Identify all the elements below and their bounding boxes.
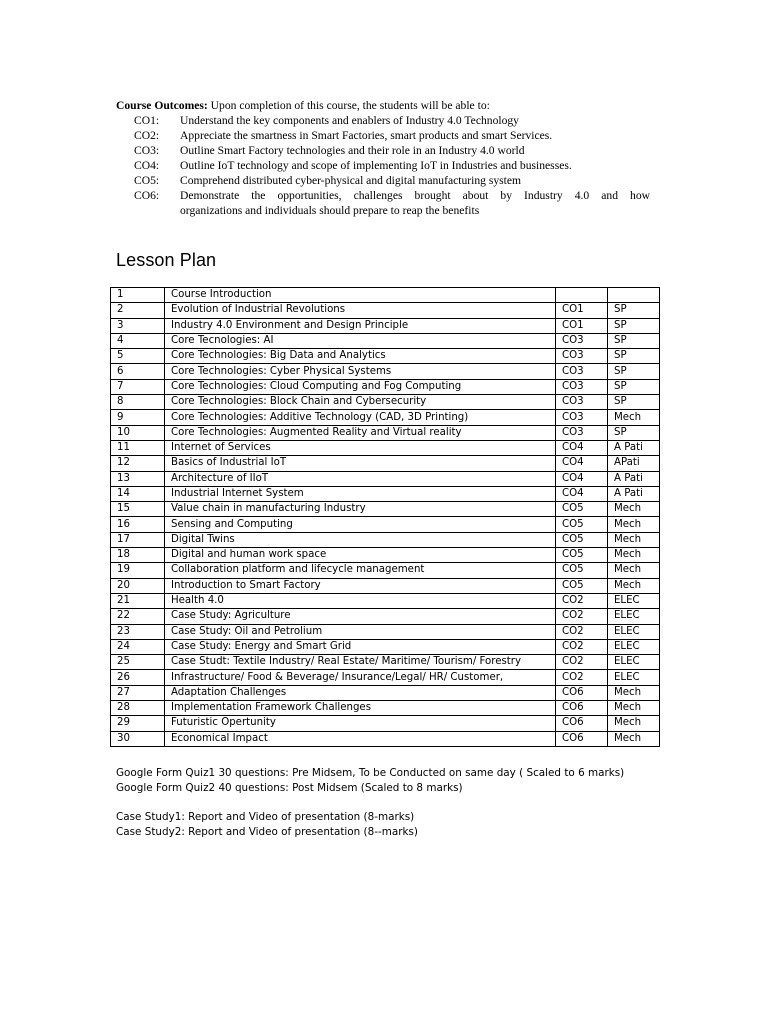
lesson-topic: Value chain in manufacturing Industry xyxy=(165,502,556,517)
lesson-co: CO5 xyxy=(556,532,608,547)
lesson-co: CO5 xyxy=(556,517,608,532)
lesson-faculty: Mech xyxy=(608,517,660,532)
lesson-plan-table xyxy=(110,287,660,747)
lesson-topic: Core Technologies: Block Chain and Cybersecurity xyxy=(165,395,556,410)
co-code: CO5: xyxy=(134,174,160,187)
lesson-topic: Implementation Framework Challenges xyxy=(165,701,556,716)
lesson-number: 3 xyxy=(111,318,165,333)
lesson-co: CO3 xyxy=(556,410,608,425)
lesson-co: CO6 xyxy=(556,701,608,716)
lesson-co: CO2 xyxy=(556,639,608,654)
lesson-co: CO3 xyxy=(556,379,608,394)
co-text: Understand the key components and enablers of Industry 4.0 Technology xyxy=(180,114,519,127)
lesson-topic: Course Introduction xyxy=(165,288,556,303)
table-row xyxy=(111,349,660,364)
lesson-topic: Collaboration platform and lifecycle management xyxy=(165,563,556,578)
lesson-faculty: A Pati xyxy=(608,486,660,501)
lesson-faculty: SP xyxy=(608,425,660,440)
table-row xyxy=(111,288,660,303)
co-text: Outline IoT technology and scope of implementing IoT in Industries and businesses. xyxy=(180,159,572,172)
lesson-co: CO4 xyxy=(556,440,608,455)
lesson-faculty: SP xyxy=(608,349,660,364)
lesson-topic: Case Study: Agriculture xyxy=(165,609,556,624)
lesson-faculty: Mech xyxy=(608,701,660,716)
co-code: CO6: xyxy=(134,189,160,202)
lesson-faculty: Mech xyxy=(608,532,660,547)
lesson-co: CO5 xyxy=(556,563,608,578)
table-row xyxy=(111,532,660,547)
lesson-topic: Architecture of IIoT xyxy=(165,471,556,486)
table-row xyxy=(111,364,660,379)
lesson-topic: Core Technologies: Cloud Computing and Fog Computing xyxy=(165,379,556,394)
course-outcomes xyxy=(116,98,650,218)
lesson-faculty: SP xyxy=(608,318,660,333)
lesson-topic: Sensing and Computing xyxy=(165,517,556,532)
table-row xyxy=(111,563,660,578)
lesson-faculty: ELEC xyxy=(608,624,660,639)
lesson-number: 11 xyxy=(111,440,165,455)
lesson-co: CO4 xyxy=(556,471,608,486)
lesson-number: 10 xyxy=(111,425,165,440)
lesson-number: 22 xyxy=(111,609,165,624)
course-outcomes-heading: Course Outcomes: xyxy=(116,99,208,112)
lesson-faculty: ELEC xyxy=(608,593,660,608)
table-row xyxy=(111,609,660,624)
lesson-faculty: Mech xyxy=(608,716,660,731)
lesson-topic: Health 4.0 xyxy=(165,593,556,608)
lesson-number: 12 xyxy=(111,456,165,471)
co-text: Outline Smart Factory technologies and their role in an Industry 4.0 world xyxy=(180,144,525,157)
table-row xyxy=(111,486,660,501)
lesson-co: CO4 xyxy=(556,456,608,471)
lesson-co: CO5 xyxy=(556,578,608,593)
lesson-faculty: SP xyxy=(608,333,660,348)
lesson-faculty: ELEC xyxy=(608,655,660,670)
lesson-faculty: ELEC xyxy=(608,670,660,685)
lesson-topic: Digital and human work space xyxy=(165,548,556,563)
table-row xyxy=(111,517,660,532)
co-text: Appreciate the smartness in Smart Factories, smart products and smart Services. xyxy=(180,129,553,142)
quiz2-note: Google Form Quiz2 40 questions: Post Midsem (Scaled to 8 marks) xyxy=(116,782,463,794)
table-row xyxy=(111,456,660,471)
lesson-number: 8 xyxy=(111,395,165,410)
table-row xyxy=(111,731,660,746)
co-text-continuation: organizations and individuals should prepare to reap the benefits xyxy=(180,204,480,217)
lesson-number: 19 xyxy=(111,563,165,578)
lesson-co: CO3 xyxy=(556,333,608,348)
lesson-number: 15 xyxy=(111,502,165,517)
lesson-topic: Futuristic Opertunity xyxy=(165,716,556,731)
table-row xyxy=(111,548,660,563)
lesson-faculty: Mech xyxy=(608,502,660,517)
table-row xyxy=(111,410,660,425)
lesson-faculty: Mech xyxy=(608,685,660,700)
table-row xyxy=(111,655,660,670)
lesson-faculty: SP xyxy=(608,395,660,410)
co-code: CO2: xyxy=(134,129,160,142)
lesson-number: 26 xyxy=(111,670,165,685)
co-code: CO3: xyxy=(134,144,160,157)
lesson-co: CO6 xyxy=(556,731,608,746)
notes-spacer xyxy=(116,796,624,810)
lesson-topic: Core Technologies: Cyber Physical Systems xyxy=(165,364,556,379)
lesson-topic: Case Study: Oil and Petrolium xyxy=(165,624,556,639)
lesson-faculty: APati xyxy=(608,456,660,471)
lesson-faculty: Mech xyxy=(608,548,660,563)
lesson-faculty: A Pati xyxy=(608,471,660,486)
lesson-faculty: A Pati xyxy=(608,440,660,455)
lesson-co xyxy=(556,288,608,303)
lesson-topic: Core Technologies: Additive Technology (CAD, 3D Printing) xyxy=(165,410,556,425)
course-outcomes-intro-text: Upon completion of this course, the students will be able to: xyxy=(207,99,490,112)
lesson-number: 13 xyxy=(111,471,165,486)
lesson-faculty: Mech xyxy=(608,731,660,746)
lesson-number: 20 xyxy=(111,578,165,593)
case-study1-note: Case Study1: Report and Video of presentation (8-marks) xyxy=(116,811,415,823)
assessment-notes xyxy=(116,766,624,840)
table-row xyxy=(111,425,660,440)
lesson-co: CO2 xyxy=(556,609,608,624)
co-text: Demonstrate the opportunities, challenges brought about by Industry 4.0 and how xyxy=(180,189,650,202)
lesson-faculty: Mech xyxy=(608,563,660,578)
lesson-number: 16 xyxy=(111,517,165,532)
lesson-number: 4 xyxy=(111,333,165,348)
lesson-number: 6 xyxy=(111,364,165,379)
lesson-topic: Economical Impact xyxy=(165,731,556,746)
table-row xyxy=(111,303,660,318)
lesson-co: CO3 xyxy=(556,395,608,410)
lesson-number: 18 xyxy=(111,548,165,563)
lesson-number: 7 xyxy=(111,379,165,394)
lesson-topic: Internet of Services xyxy=(165,440,556,455)
lesson-number: 29 xyxy=(111,716,165,731)
lesson-faculty: SP xyxy=(608,303,660,318)
lesson-co: CO2 xyxy=(556,670,608,685)
lesson-number: 9 xyxy=(111,410,165,425)
lesson-topic: Core Technologies: Augmented Reality and Virtual reality xyxy=(165,425,556,440)
table-row xyxy=(111,502,660,517)
lesson-number: 30 xyxy=(111,731,165,746)
lesson-number: 5 xyxy=(111,349,165,364)
lesson-co: CO2 xyxy=(556,655,608,670)
lesson-co: CO3 xyxy=(556,349,608,364)
lesson-co: CO3 xyxy=(556,364,608,379)
lesson-number: 24 xyxy=(111,639,165,654)
table-row xyxy=(111,318,660,333)
lesson-number: 17 xyxy=(111,532,165,547)
lesson-faculty: SP xyxy=(608,364,660,379)
lesson-co: CO2 xyxy=(556,624,608,639)
course-outcome-item xyxy=(116,128,650,143)
lesson-topic: Infrastructure/ Food & Beverage/ Insurance/Legal/ HR/ Customer, xyxy=(165,670,556,685)
lesson-number: 23 xyxy=(111,624,165,639)
course-outcomes-intro xyxy=(116,98,650,113)
table-row xyxy=(111,685,660,700)
table-row xyxy=(111,578,660,593)
table-row xyxy=(111,471,660,486)
lesson-number: 27 xyxy=(111,685,165,700)
table-row xyxy=(111,333,660,348)
case-study2-note: Case Study2: Report and Video of presentation (8--marks) xyxy=(116,826,418,838)
table-row xyxy=(111,670,660,685)
lesson-faculty xyxy=(608,288,660,303)
lesson-number: 2 xyxy=(111,303,165,318)
lesson-topic: Adaptation Challenges xyxy=(165,685,556,700)
lesson-plan-title: Lesson Plan xyxy=(116,250,217,270)
lesson-co: CO5 xyxy=(556,502,608,517)
table-row xyxy=(111,379,660,394)
lesson-topic: Evolution of Industrial Revolutions xyxy=(165,303,556,318)
lesson-topic: Case Study: Energy and Smart Grid xyxy=(165,639,556,654)
quiz1-note: Google Form Quiz1 30 questions: Pre Midsem, To be Conducted on same day ( Scaled to 6 marks) xyxy=(116,767,625,779)
lesson-co: CO1 xyxy=(556,303,608,318)
table-row xyxy=(111,639,660,654)
co-text: Comprehend distributed cyber-physical and digital manufacturing system xyxy=(180,174,522,187)
lesson-number: 25 xyxy=(111,655,165,670)
course-outcome-item xyxy=(116,188,650,203)
lesson-topic: Case Studt: Textile Industry/ Real Estate/ Maritime/ Tourism/ Forestry xyxy=(165,655,556,670)
lesson-number: 1 xyxy=(111,288,165,303)
lesson-faculty: Mech xyxy=(608,410,660,425)
lesson-number: 21 xyxy=(111,593,165,608)
table-row xyxy=(111,593,660,608)
lesson-number: 14 xyxy=(111,486,165,501)
lesson-faculty: SP xyxy=(608,379,660,394)
table-row xyxy=(111,716,660,731)
co-code: CO1: xyxy=(134,114,160,127)
co-code: CO4: xyxy=(134,159,160,172)
lesson-co: CO2 xyxy=(556,593,608,608)
course-outcome-item xyxy=(116,113,650,128)
lesson-topic: Introduction to Smart Factory xyxy=(165,578,556,593)
lesson-topic: Industrial Internet System xyxy=(165,486,556,501)
lesson-faculty: Mech xyxy=(608,578,660,593)
lesson-faculty: ELEC xyxy=(608,639,660,654)
table-row xyxy=(111,701,660,716)
lesson-faculty: ELEC xyxy=(608,609,660,624)
lesson-co: CO6 xyxy=(556,716,608,731)
lesson-co: CO5 xyxy=(556,548,608,563)
lesson-topic: Core Technologies: Big Data and Analytics xyxy=(165,349,556,364)
lesson-co: CO4 xyxy=(556,486,608,501)
lesson-topic: Core Tecnologies: AI xyxy=(165,333,556,348)
lesson-co: CO6 xyxy=(556,685,608,700)
table-row xyxy=(111,440,660,455)
course-outcome-item xyxy=(116,158,650,173)
course-outcome-item xyxy=(116,143,650,158)
table-row xyxy=(111,395,660,410)
lesson-co: CO1 xyxy=(556,318,608,333)
lesson-topic: Digital Twins xyxy=(165,532,556,547)
lesson-topic: Basics of Industrial IoT xyxy=(165,456,556,471)
lesson-number: 28 xyxy=(111,701,165,716)
lesson-topic: Industry 4.0 Environment and Design Principle xyxy=(165,318,556,333)
course-outcome-item xyxy=(116,173,650,188)
table-row xyxy=(111,624,660,639)
lesson-co: CO3 xyxy=(556,425,608,440)
